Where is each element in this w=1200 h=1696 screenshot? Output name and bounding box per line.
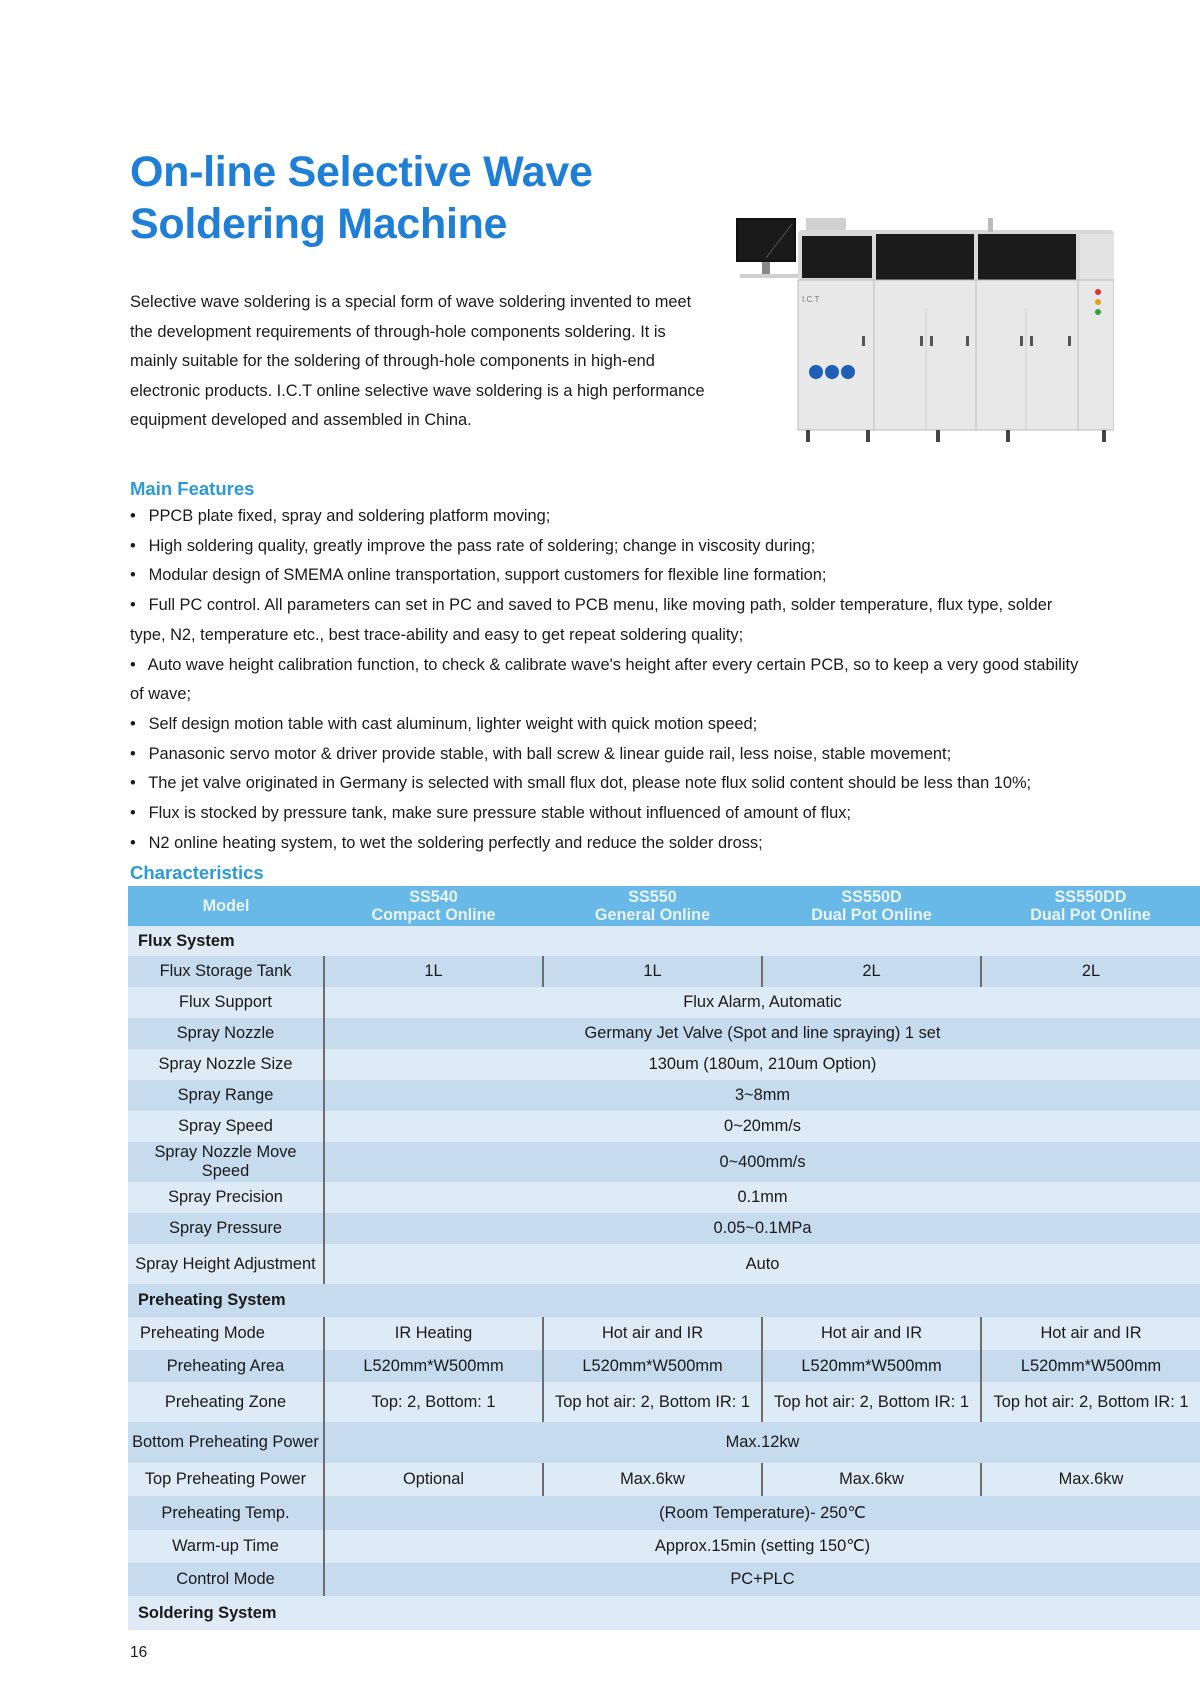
table-cell: Auto [324, 1244, 1200, 1284]
row-label: Spray Nozzle Size [128, 1049, 324, 1080]
row-label: Control Mode [128, 1563, 324, 1596]
table-row [128, 1496, 1200, 1530]
row-label: Preheating Area [128, 1350, 324, 1382]
header-model-column: SS550DD Dual Pot Online [981, 886, 1200, 926]
table-row [128, 1422, 1200, 1463]
table-cell: Top hot air: 2, Bottom IR: 1 [762, 1382, 981, 1422]
table-cell: 3~8mm [324, 1080, 1200, 1111]
table-row [128, 1530, 1200, 1563]
table-cell: L520mm*W500mm [762, 1350, 981, 1382]
intro-paragraph: Selective wave soldering is a special form of wave soldering invented to meet the development requirements of through-hole components soldering. It is mainly suitable for the soldering of through-hole components in high-end electronic products. I.C.T online selective wave soldering is a high performance equipment developed and assembled in China. [130, 293, 705, 430]
table-cell: 2L [762, 956, 981, 987]
table-cell: Max.6kw [543, 1463, 762, 1496]
table-row [128, 1213, 1200, 1244]
table-row [128, 956, 1200, 987]
feature-item: • Self design motion table with cast aluminum, lighter weight with quick motion speed; [130, 714, 758, 733]
header-model-column: SS550 General Online [543, 886, 762, 926]
table-cell: Max.6kw [762, 1463, 981, 1496]
table-cell: Hot air and IR [762, 1317, 981, 1350]
page-title-line-2: Soldering Machine [130, 200, 508, 248]
page-title-line-1: On-line Selective Wave [130, 148, 593, 196]
feature-item: • Full PC control. All parameters can set in PC and saved to PCB menu, like moving path, solder temperature, flux type, solder type, N2, temperature etc., best trace-ability and easy to get repeat soldering quality; [130, 596, 1053, 644]
row-label: Spray Nozzle Move Speed [128, 1142, 324, 1182]
table-cell: Top: 2, Bottom: 1 [324, 1382, 543, 1422]
table-cell: L520mm*W500mm [981, 1350, 1200, 1382]
feature-item: • The jet valve originated in Germany is selected with small flux dot, please note flux solid content should be less than 10%; [130, 774, 1032, 793]
row-label: Top Preheating Power [128, 1463, 324, 1496]
section-row-flux [128, 926, 1200, 956]
features-list [130, 502, 1080, 858]
feature-item: • Auto wave height calibration function, to check & calibrate wave's height after every certain PCB, so to keep a very good stability of wave; [130, 655, 1079, 704]
table-cell: Top hot air: 2, Bottom IR: 1 [543, 1382, 762, 1422]
table-cell: 130um (180um, 210um Option) [324, 1049, 1200, 1080]
feature-item: • High soldering quality, greatly improve the pass rate of soldering; change in viscosity during; [130, 536, 816, 555]
characteristics-heading: Characteristics [130, 862, 264, 883]
section-row-soldering [128, 1596, 1200, 1630]
row-label: Spray Range [128, 1080, 324, 1111]
feature-item: • Modular design of SMEMA online transportation, support customers for flexible line formation; [130, 566, 827, 585]
section-label: Flux System [128, 926, 1200, 956]
row-label: Flux Support [128, 987, 324, 1018]
row-label: Spray Nozzle [128, 1018, 324, 1049]
table-row [128, 1244, 1200, 1284]
table-cell: 2L [981, 956, 1200, 987]
table-row [128, 1080, 1200, 1111]
table-row [128, 1142, 1200, 1182]
table-row [128, 1350, 1200, 1382]
table-cell: IR Heating [324, 1317, 543, 1350]
characteristics-table [128, 886, 1200, 1630]
table-cell: L520mm*W500mm [543, 1350, 762, 1382]
feature-item: • PPCB plate fixed, spray and soldering platform moving; [130, 507, 551, 525]
section-row-preheating [128, 1284, 1200, 1317]
table-cell: Max.6kw [981, 1463, 1200, 1496]
table-cell: Germany Jet Valve (Spot and line spraying) 1 set [324, 1018, 1200, 1049]
section-label: Soldering System [128, 1596, 1200, 1630]
table-cell: Flux Alarm, Automatic [324, 987, 1200, 1018]
row-label: Spray Speed [128, 1111, 324, 1142]
table-cell: Max.12kw [324, 1422, 1200, 1463]
feature-item: • Panasonic servo motor & driver provide stable, with ball screw & linear guide rail, less noise, stable movement; [130, 744, 952, 763]
table-row [128, 1382, 1200, 1422]
feature-item: • Flux is stocked by pressure tank, make sure pressure stable without influenced of amount of flux; [130, 804, 851, 823]
row-label: Spray Pressure [128, 1213, 324, 1244]
table-row [128, 987, 1200, 1018]
table-row [128, 1563, 1200, 1596]
row-label: Spray Height Adjustment [128, 1244, 324, 1284]
row-label: Warm-up Time [128, 1530, 324, 1563]
header-model-column: SS550D Dual Pot Online [762, 886, 981, 926]
page-title [130, 146, 730, 250]
main-features-heading: Main Features [130, 478, 255, 499]
table-cell: (Room Temperature)- 250℃ [324, 1496, 1200, 1530]
table-cell: Hot air and IR [981, 1317, 1200, 1350]
table-cell: 0~400mm/s [324, 1142, 1200, 1182]
machine-brand-mark: I.C.T [802, 295, 820, 304]
table-cell: 0.1mm [324, 1182, 1200, 1213]
table-row [128, 1018, 1200, 1049]
row-label: Preheating Mode [128, 1317, 324, 1350]
table-cell: Hot air and IR [543, 1317, 762, 1350]
page-number: 16 [130, 1644, 148, 1661]
table-cell: L520mm*W500mm [324, 1350, 543, 1382]
header-model-column: SS540 Compact Online [324, 886, 543, 926]
table-cell: Top hot air: 2, Bottom IR: 1 [981, 1382, 1200, 1422]
table-cell: PC+PLC [324, 1563, 1200, 1596]
row-label: Spray Precision [128, 1182, 324, 1213]
table-cell: 0.05~0.1MPa [324, 1213, 1200, 1244]
table-cell: 1L [543, 956, 762, 987]
table-row [128, 1463, 1200, 1496]
table-row [128, 1049, 1200, 1080]
table-cell: Approx.15min (setting 150℃) [324, 1530, 1200, 1563]
row-label: Flux Storage Tank [128, 956, 324, 987]
feature-item: • N2 online heating system, to wet the soldering perfectly and reduce the solder dross; [130, 833, 763, 852]
table-row [128, 1182, 1200, 1213]
table-cell: 0~20mm/s [324, 1111, 1200, 1142]
table-cell: Optional [324, 1463, 543, 1496]
table-row [128, 1111, 1200, 1142]
table-row [128, 1317, 1200, 1350]
table-header-row [128, 886, 1200, 926]
section-label: Preheating System [128, 1284, 1200, 1317]
header-model: Model [128, 886, 324, 926]
row-label: Preheating Zone [128, 1382, 324, 1422]
row-label: Preheating Temp. [128, 1496, 324, 1530]
table-cell: 1L [324, 956, 543, 987]
machine-image [736, 218, 1114, 446]
row-label: Bottom Preheating Power [128, 1422, 324, 1463]
